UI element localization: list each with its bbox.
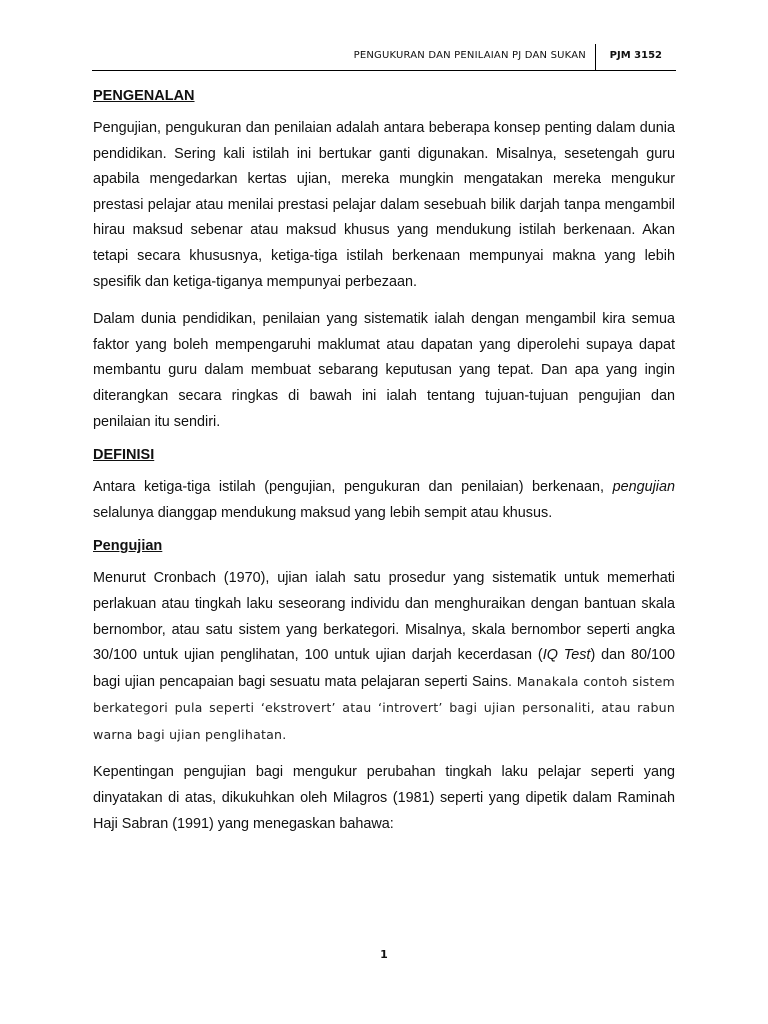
page-header — [92, 44, 676, 71]
heading-definisi: DEFINISI — [93, 447, 155, 464]
paragraph-pengenalan-1: Pengujian, pengukuran dan penilaian adalah antara beberapa konsep penting dalam dunia pendidikan. Sering kali istilah ini bertukar ganti digunakan. Misalnya, sesetengah guru apabila mengedarkan kertas ujian, mereka mungkin mengatakan mereka mengukur prestasi pelajar atau menilai prestasi pelajar dalam sesebuah bilik darjah tanpa mengambil hirau maksud sebenar atau maksud khusus yang mendukung istilah berkenaan. Akan tetapi secara khususnya, ketiga-tiga istilah berkenaan mempunyai makna yang lebih spesifik dan ketiga-tiganya mempunyai perbezaan. — [93, 120, 675, 290]
text-segment: Menurut Cronbach (1970), ujian ialah satu prosedur yang sistematik untuk memerhati perlakuan atau tingkah laku seseorang individu dan menghuraikan dengan bantuan skala bernombor, atau satu sistem yang berkategori. Misalnya, skala bernombor seperti angka 30/100 untuk ujian penglihatan, 100 untuk ujian darjah kecerdasan ( — [93, 570, 675, 664]
paragraph-definisi-1 — [93, 475, 675, 526]
document-body — [93, 84, 675, 849]
paragraph-pengujian-2: Kepentingan pengujian bagi mengukur perubahan tingkah laku pelajar seperti yang dinyatakan di atas, dikukuhkan oleh Milagros (1981) seperti yang dipetik dalam Raminah Haji Sabran (1991) yang menegaskan bahawa: — [93, 764, 675, 832]
header-title: PENGUKURAN DAN PENILAIAN PJ DAN SUKAN — [353, 50, 586, 61]
header-course-code: PJM 3152 — [609, 50, 662, 61]
paragraph-pengenalan-2: Dalam dunia pendidikan, penilaian yang sistematik ialah dengan mengambil kira semua faktor yang boleh mempengaruhi maklumat atau dapatan yang diperolehi supaya dapat membantu guru dalam membuat sebarang keputusan yang tepat. Dan apa yang ingin diterangkan secara ringkas di bawah ini ialah tentang tujuan-tujuan pengujian dan penilaian itu sendiri. — [93, 311, 675, 430]
text-segment: Antara ketiga-tiga istilah (pengujian, pengukuran dan penilaian) berkenaan, — [93, 479, 613, 496]
paragraph-pengujian-1 — [93, 566, 675, 748]
heading-pengujian: Pengujian — [93, 538, 163, 555]
emphasis-term: pengujian — [612, 479, 675, 496]
text-segment-alt-font: . Manakala contoh sistem berkategori pula seperti ‘ekstrovert’ atau ‘introvert’ bagi ujian personaliti, atau rabun warna bagi ujian penglihatan. — [93, 673, 675, 742]
emphasis-term: IQ Test — [542, 647, 591, 664]
text-segment: ) dan 80/100 bagi ujian pencapaian bagi sesuatu mata pelajaran seperti Sains — [93, 647, 675, 690]
header-divider — [595, 44, 596, 70]
text-segment: selalunya dianggap mendukung maksud yang lebih sempit atau khusus. — [93, 504, 553, 521]
page-number: 1 — [380, 948, 388, 961]
heading-pengenalan: PENGENALAN — [93, 88, 195, 104]
